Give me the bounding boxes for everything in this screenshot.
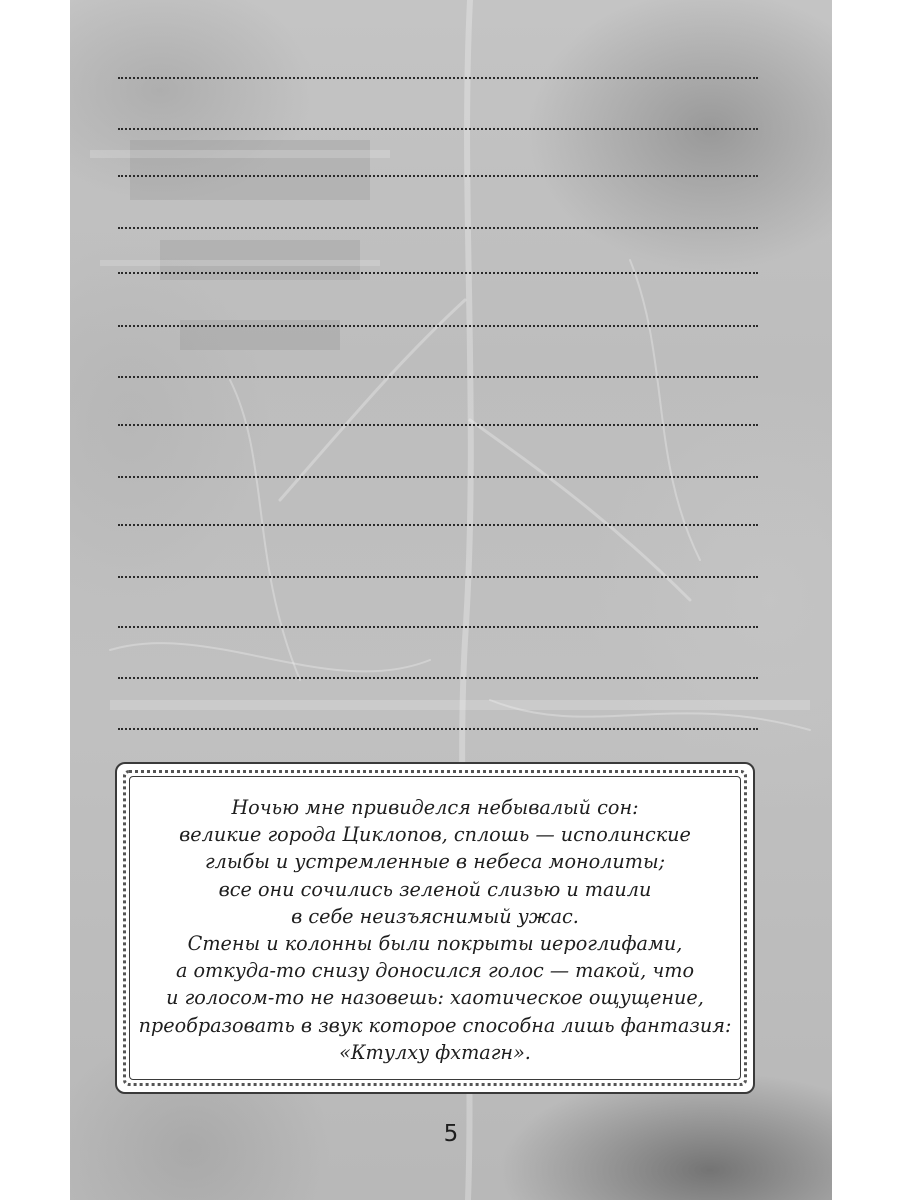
writing-line[interactable] <box>118 272 758 274</box>
quote-line: в себе неизъяснимый ужас. <box>291 904 579 928</box>
writing-line[interactable] <box>118 728 758 730</box>
writing-line[interactable] <box>118 325 758 327</box>
writing-line[interactable] <box>118 227 758 229</box>
quote-line: все они сочились зеленой слизью и таили <box>218 877 652 901</box>
writing-line[interactable] <box>118 626 758 628</box>
page-number: 5 <box>443 1121 459 1147</box>
quote-line: великие города Циклопов, сплошь — исполинские <box>179 823 691 847</box>
writing-line[interactable] <box>118 576 758 578</box>
quote-line: а откуда-то снизу доносился голос — такой, что <box>175 959 695 983</box>
writing-line[interactable] <box>118 424 758 426</box>
quote-frame <box>115 762 755 1094</box>
writing-line[interactable] <box>118 77 758 79</box>
writing-line[interactable] <box>118 476 758 478</box>
quote-line: преобразовать в звук которое способна лишь фантазия: <box>138 1013 732 1037</box>
quote-line: и голосом-то не назовешь: хаотическое ощущение, <box>166 986 704 1010</box>
book-page <box>70 0 832 1200</box>
quote-line: Стены и колонны были покрыты иероглифами, <box>187 932 683 956</box>
quote-text <box>137 794 733 1066</box>
quote-line: Ночью мне привиделся небывалый сон: <box>231 796 639 819</box>
quote-line: глыбы и устремленные в небеса монолиты; <box>204 850 666 874</box>
writing-line[interactable] <box>118 175 758 177</box>
writing-line[interactable] <box>118 524 758 526</box>
writing-line[interactable] <box>118 128 758 130</box>
quote-line: «Ктулху фхтагн». <box>339 1040 531 1064</box>
writing-line[interactable] <box>118 376 758 378</box>
writing-line[interactable] <box>118 677 758 679</box>
